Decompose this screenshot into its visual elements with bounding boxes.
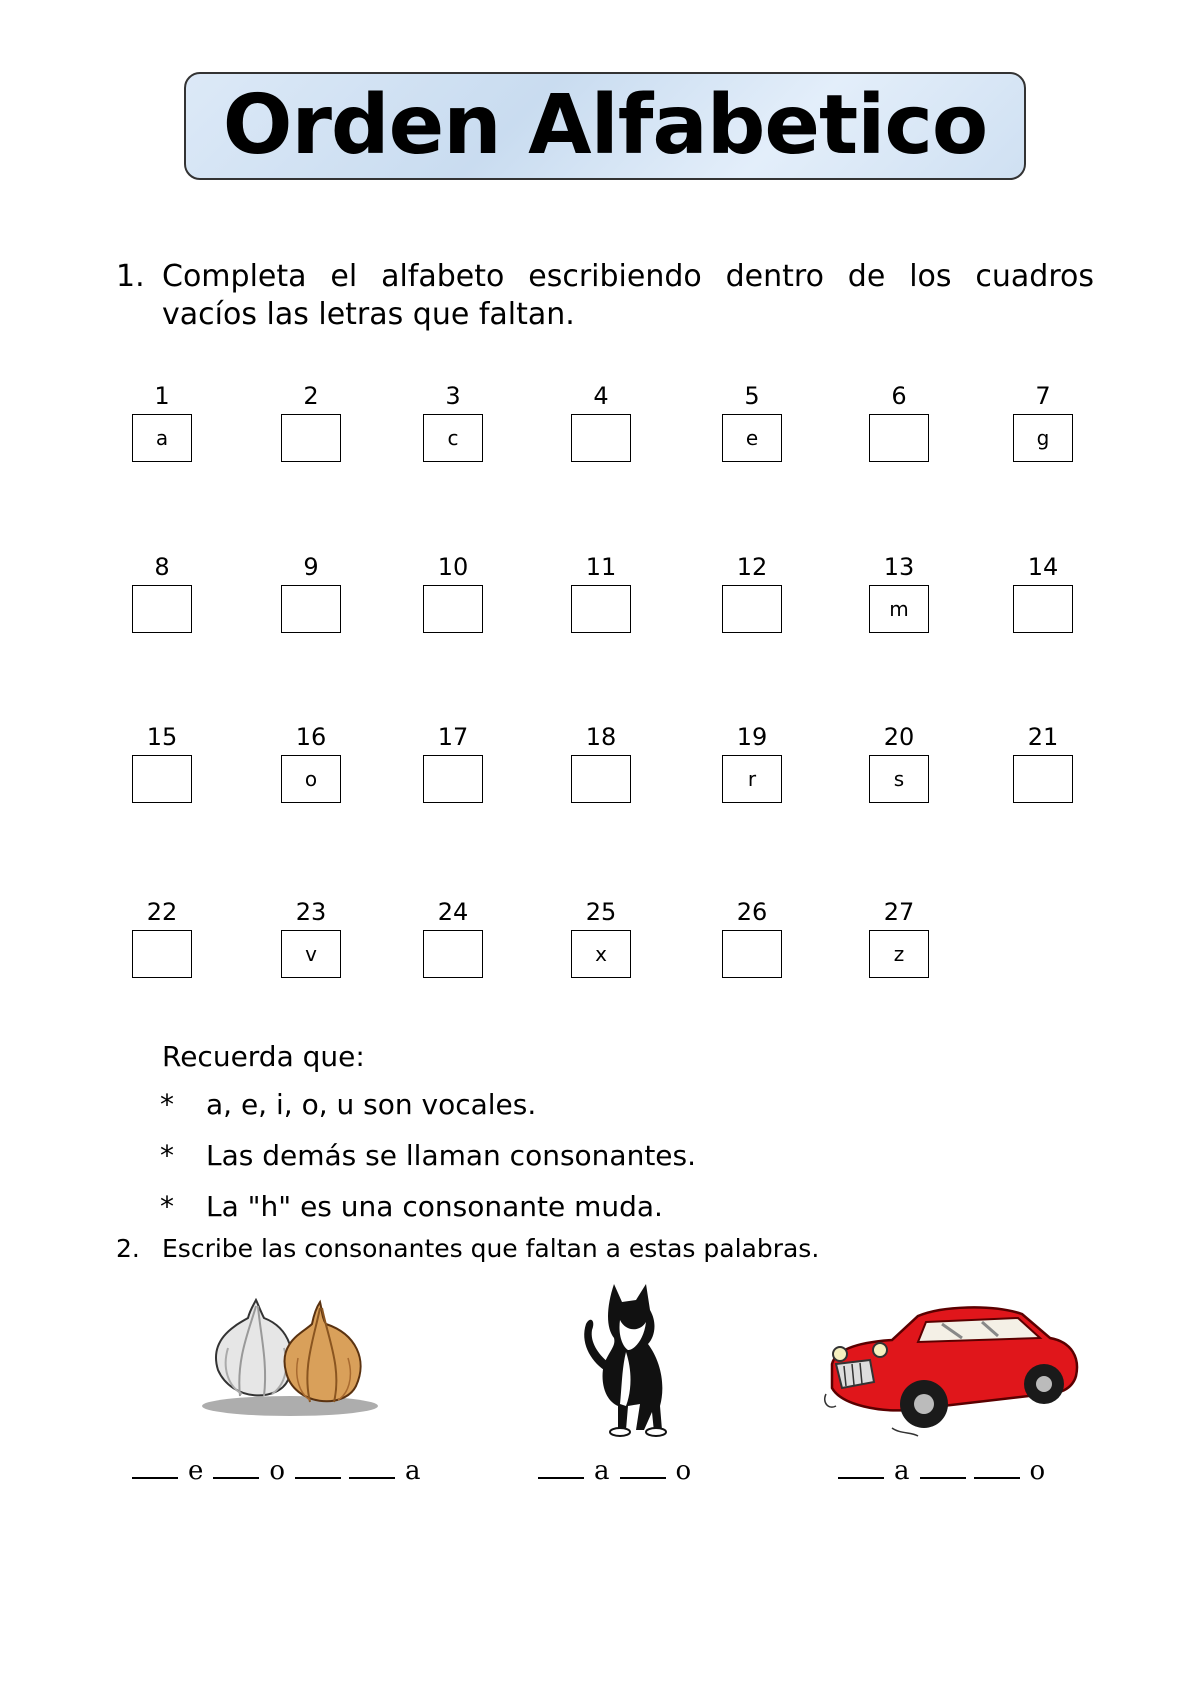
alphabet-cell-number: 22 bbox=[146, 898, 178, 926]
alphabet-cell-number: 7 bbox=[1035, 382, 1051, 410]
alphabet-letter-box[interactable] bbox=[571, 585, 631, 633]
reminder-text: Las demás se llaman consonantes. bbox=[206, 1139, 697, 1172]
alphabet-cell-number: 9 bbox=[303, 553, 319, 581]
alphabet-letter-box[interactable] bbox=[423, 755, 483, 803]
alphabet-cell-number: 21 bbox=[1027, 723, 1059, 751]
alphabet-letter-box: a bbox=[132, 414, 192, 462]
reminder-text: La "h" es una consonante muda. bbox=[206, 1190, 663, 1223]
alphabet-cell-number: 6 bbox=[891, 382, 907, 410]
missing-letter-blank[interactable] bbox=[974, 1457, 1020, 1479]
alphabet-cell-number: 12 bbox=[736, 553, 768, 581]
missing-letter-blank[interactable] bbox=[920, 1457, 966, 1479]
alphabet-letter-box[interactable] bbox=[722, 585, 782, 633]
alphabet-letter-box[interactable] bbox=[571, 414, 631, 462]
alphabet-letter-box: o bbox=[281, 755, 341, 803]
alphabet-cell-number: 1 bbox=[154, 382, 170, 410]
given-letter: a bbox=[405, 1456, 421, 1486]
alphabet-letter-box: v bbox=[281, 930, 341, 978]
page-title: Orden Alfabetico bbox=[222, 78, 988, 173]
alphabet-cell-number: 2 bbox=[303, 382, 319, 410]
missing-letter-blank[interactable] bbox=[620, 1457, 666, 1479]
alphabet-cell-number: 8 bbox=[154, 553, 170, 581]
alphabet-cell-number: 26 bbox=[736, 898, 768, 926]
alphabet-cell-number: 27 bbox=[883, 898, 915, 926]
alphabet-letter-box[interactable] bbox=[132, 930, 192, 978]
given-letter: e bbox=[188, 1456, 204, 1486]
alphabet-letter-box: s bbox=[869, 755, 929, 803]
word-exercise bbox=[128, 1456, 427, 1486]
alphabet-cell-number: 16 bbox=[295, 723, 327, 751]
alphabet-letter-box: r bbox=[722, 755, 782, 803]
alphabet-cell-number: 14 bbox=[1027, 553, 1059, 581]
question-2-text: Escribe las consonantes que faltan a estas palabras. bbox=[162, 1234, 820, 1263]
alphabet-letter-box[interactable] bbox=[132, 585, 192, 633]
question-1-number: 1. bbox=[116, 259, 145, 294]
given-letter: o bbox=[675, 1456, 692, 1486]
alphabet-cell-number: 4 bbox=[593, 382, 609, 410]
alphabet-letter-box[interactable] bbox=[281, 414, 341, 462]
word-exercise bbox=[534, 1456, 697, 1486]
bullet-star: * bbox=[160, 1190, 174, 1223]
alphabet-letter-box[interactable] bbox=[1013, 585, 1073, 633]
cat-icon bbox=[574, 1280, 680, 1440]
alphabet-letter-box[interactable] bbox=[571, 755, 631, 803]
missing-letter-blank[interactable] bbox=[132, 1457, 178, 1479]
question-1-text: Completa el alfabeto escribiendo dentro de los cuadros vacíos las letras que faltan. bbox=[162, 259, 1094, 332]
alphabet-cell-number: 11 bbox=[585, 553, 617, 581]
alphabet-letter-box[interactable] bbox=[1013, 755, 1073, 803]
alphabet-letter-box[interactable] bbox=[281, 585, 341, 633]
alphabet-letter-box: z bbox=[869, 930, 929, 978]
alphabet-cell-number: 23 bbox=[295, 898, 327, 926]
alphabet-cell-number: 3 bbox=[445, 382, 461, 410]
alphabet-cell-number: 24 bbox=[437, 898, 469, 926]
alphabet-cell-number: 18 bbox=[585, 723, 617, 751]
alphabet-cell-number: 10 bbox=[437, 553, 469, 581]
alphabet-cell-number: 17 bbox=[437, 723, 469, 751]
missing-letter-blank[interactable] bbox=[538, 1457, 584, 1479]
given-letter: a bbox=[594, 1456, 610, 1486]
alphabet-letter-box[interactable] bbox=[722, 930, 782, 978]
alphabet-letter-box: e bbox=[722, 414, 782, 462]
missing-letter-blank[interactable] bbox=[838, 1457, 884, 1479]
garlic-onion-icon bbox=[198, 1298, 382, 1418]
given-letter: o bbox=[1029, 1456, 1046, 1486]
missing-letter-blank[interactable] bbox=[295, 1457, 341, 1479]
given-letter: a bbox=[894, 1456, 910, 1486]
alphabet-cell-number: 20 bbox=[883, 723, 915, 751]
alphabet-cell-number: 19 bbox=[736, 723, 768, 751]
bullet-star: * bbox=[160, 1139, 174, 1172]
alphabet-cell-number: 13 bbox=[883, 553, 915, 581]
missing-letter-blank[interactable] bbox=[213, 1457, 259, 1479]
alphabet-letter-box: m bbox=[869, 585, 929, 633]
reminder-text: a, e, i, o, u son vocales. bbox=[206, 1088, 537, 1121]
alphabet-cell-number: 5 bbox=[744, 382, 760, 410]
alphabet-letter-box: g bbox=[1013, 414, 1073, 462]
reminder-heading: Recuerda que: bbox=[162, 1040, 365, 1073]
alphabet-letter-box[interactable] bbox=[869, 414, 929, 462]
car-icon bbox=[822, 1298, 1084, 1440]
alphabet-letter-box: x bbox=[571, 930, 631, 978]
alphabet-letter-box[interactable] bbox=[423, 930, 483, 978]
alphabet-cell-number: 15 bbox=[146, 723, 178, 751]
alphabet-letter-box[interactable] bbox=[132, 755, 192, 803]
alphabet-cell-number: 25 bbox=[585, 898, 617, 926]
question-2-number: 2. bbox=[116, 1234, 140, 1263]
alphabet-letter-box: c bbox=[423, 414, 483, 462]
word-exercise bbox=[834, 1456, 1051, 1486]
missing-letter-blank[interactable] bbox=[349, 1457, 395, 1479]
given-letter: o bbox=[269, 1456, 286, 1486]
bullet-star: * bbox=[160, 1088, 174, 1121]
alphabet-letter-box[interactable] bbox=[423, 585, 483, 633]
